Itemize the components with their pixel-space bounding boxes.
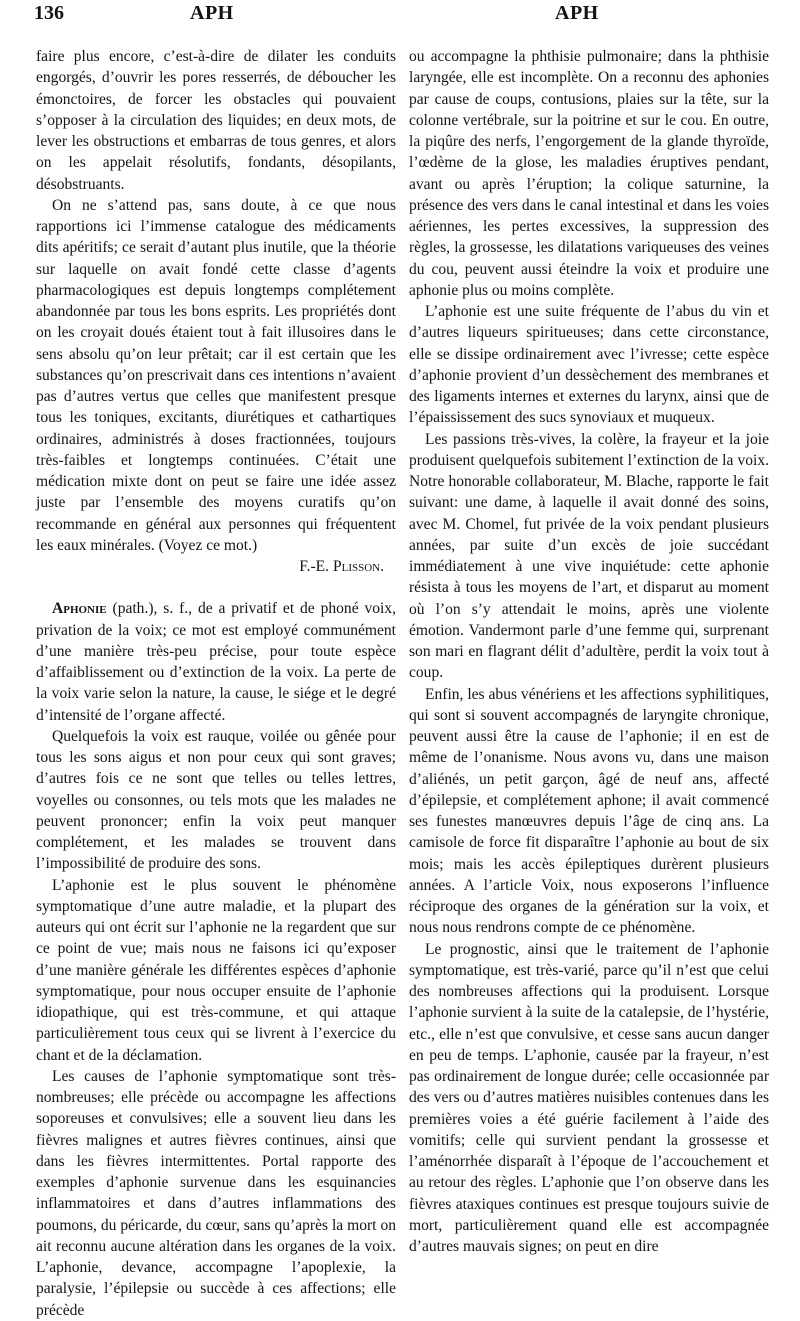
page-number: 136 xyxy=(34,2,64,24)
paragraph: L’aphonie est une suite fréquente de l’abus du vin et d’autres liqueurs spiritueuses; dans cette circonstance, elle se dissipe ordinairement avec l’ivresse; cette espèce d’aphonie provient d’un dessèchement des membranes et des ligaments internes et externes du larynx, ainsi que de l’épaississement des sucs synoviaux et muqueux. xyxy=(409,303,769,427)
entry-aphonie xyxy=(36,598,396,726)
running-head-right: APH xyxy=(555,2,599,24)
paragraph: Enfin, les abus vénériens et les affections syphilitiques, qui sont si souvent accompagnés de laryngite chronique, peuvent aussi être la cause de l’aphonie; il en est de même de l’onanisme. Nous avons vu, dans une maison d’aliénés, un petit garçon, âgé de neuf ans, affecté d’épilepsie, et complétement aphone; il avait commencé ses funestes manœuvres depuis l’âge de cinq ans. La camisole de force fit disparaître l’aphonie au bout de six mois; mais les accès épileptiques durèrent plusieurs années. A l’article Voix, nous exposerons l’influence réciproque des organes de la génération sur la voix, et nous nous rendrons compte de ce phénomène. xyxy=(409,685,769,937)
left-column xyxy=(36,46,396,1319)
running-head-left: APH xyxy=(190,2,234,24)
paragraph: Les passions très-vives, la colère, la frayeur et la joie produisent quelquefois subitement l’extinction de la voix. Notre honorable collaborateur, M. Blache, rapporte le fait suivant: une dame, à laquelle il avait donné des soins, avec M. Chomel, fut privée de la voix pendant plusieurs années, par suite d’un excès de joie succédant immédiatement à une vive inquiétude: cette aphonie résista à tous les moyens de l’art, et disparut au moment où l’on s’y attendait le moins, après une violente émotion. Vandermont parle d’une femme qui, surprenant son mari en flagrant délit d’adultère, perdit la voix tout à coup. xyxy=(409,430,769,682)
right-column xyxy=(409,46,769,1271)
paragraph: faire plus encore, c’est-à-dire de dilater les conduits engorgés, d’ouvrir les pores resserrés, de déboucher les émonctoires, de forcer les obstacles qui pouvaient s’opposer à la circulation des liquides; en deux mots, de lever les obstructions et embarras de tous genres, et alors on les appelait résolutifs, fondants, désopilants, désobstruants. xyxy=(36,48,396,193)
entry-headword: Aphonie xyxy=(52,600,107,618)
paragraph: Les causes de l’aphonie symptomatique sont très-nombreuses; elle précède ou accompagne les affections soporeuses et convulsives; elle a souvent lieu dans les fièvres malignes et autres fièvres continues, ainsi que dans les fièvres intermittentes. Portal rapporte des exemples d’aphonie survenue dans les esquinancies inflammatoires et dans d’autres inflammations des poumons, du péricarde, du cœur, sans qu’après la mort on ait reconnu aucune altération dans les organes de la voix. L’aphonie, devance, accompagne l’apoplexie, la paralysie, l’épilepsie ou succède à ces affections; elle précède xyxy=(36,1067,396,1319)
paragraph: Quelquefois la voix est rauque, voilée ou gênée pour tous les sons aigus et non pour ceux qui sont graves; d’autres fois ce ne sont que telles ou telles lettres, voyelles ou consonnes, ou tels mots que les malades ne peuvent prononcer; enfin la voix peut manquer complétement, et les malades se trouvent dans l’impossibilité de produire des sons. xyxy=(36,727,396,873)
author-signature: F.-E. Plisson. xyxy=(299,558,384,575)
paragraph: On ne s’attend pas, sans doute, à ce que nous rapportions ici l’immense catalogue des médicaments dits apéritifs; ce serait d’autant plus inutile, que la théorie sur laquelle on avait fondé cette classe d’agents pharmacologiques est depuis longtemps complétement abandonnée par tous les bons esprits. Les propriétés dont on les croyait doués étaient tout à fait illusoires dans le sens absolu qu’on leur prêtait; car il est certain que les substances qu’on prescrivait dans ces intentions n’avaient pas d’autres vertus que celles que manifestent presque tous les toniques, excitants, diurétiques et cathartiques ordinaires, administrés à doses fractionnées, toujours très-faibles et longtemps continuées. C’était une médication mixte dont on peut se faire une idée assez juste par l’ensemble des moyens curatifs qu’on recommande en général aux personnes qui fréquentent les eaux minérales. (Voyez ce mot.) xyxy=(36,196,396,554)
paragraph: ou accompagne la phthisie pulmonaire; dans la phthisie laryngée, elle est incomplète. On a reconnu des aphonies par cause de coups, contusions, plaies sur la tête, sur la colonne vertébrale, sur la poitrine et sur le cou. En outre, la piqûre des nerfs, l’engorgement de la glande thyroïde, l’œdème de la glose, les maladies éruptives pendant, avant ou après l’éruption; la colique saturnine, la présence des vers dans le canal intestinal et dans les voies aériennes, les pertes excessives, la suppression des règles, la grossesse, les dilatations variqueuses des veines du cou, peuvent aussi éteindre la voix et produire une aphonie plus ou moins complète. xyxy=(409,48,769,299)
paragraph: L’aphonie est le plus souvent le phénomène symptomatique d’une autre maladie, et la plupart des auteurs qui ont écrit sur l’aphonie ne la regardent que sur ce point de vue; mais nous ne faisons ici qu’exposer d’une manière générale les différentes espèces d’aphonie symptomatique, pour nous occuper ensuite de l’aphonie idiopathique, qui est très-commune, et qui attaque particulièrement tous ceux qui se livrent à l’exercice du chant et de la déclamation. xyxy=(36,876,396,1064)
paragraph: Le prognostic, ainsi que le traitement de l’aphonie symptomatique, est très-varié, parce qu’il n’est que celui des nombreuses affections qui la produisent. Lorsque l’aphonie survient à la suite de la catalepsie, de l’hystérie, etc., elle n’est que convulsive, et cesse sans aucun danger en peu de temps. L’aphonie, causée par la frayeur, n’est pas ordinairement de longue durée; celle occasionnée par des vers ou d’autres matières nuisibles contenues dans les premières voies a été guérie facilement à l’aide des vomitifs; celle qui survient pendant la grossesse et l’aménorrhée disparaît à l’époque de l’accouchement et au retour des règles. L’aphonie que l’on observe dans les fièvres ataxiques continues est presque toujours suivie de mort, particulièrement quand elle est accompagnée d’autres mauvais signes; on peut en dire xyxy=(409,940,769,1255)
entry-definition: (path.), s. f., de a privatif et de phoné voix, privation de la voix; ce mot est employé communément d’une manière très-peu précise, pour toute espèce d’affaiblissement ou d’extinction de la voix. La perte de la voix varie selon la nature, la cause, le siége et le degré d’intensité de l’organe affecté. xyxy=(36,600,396,724)
